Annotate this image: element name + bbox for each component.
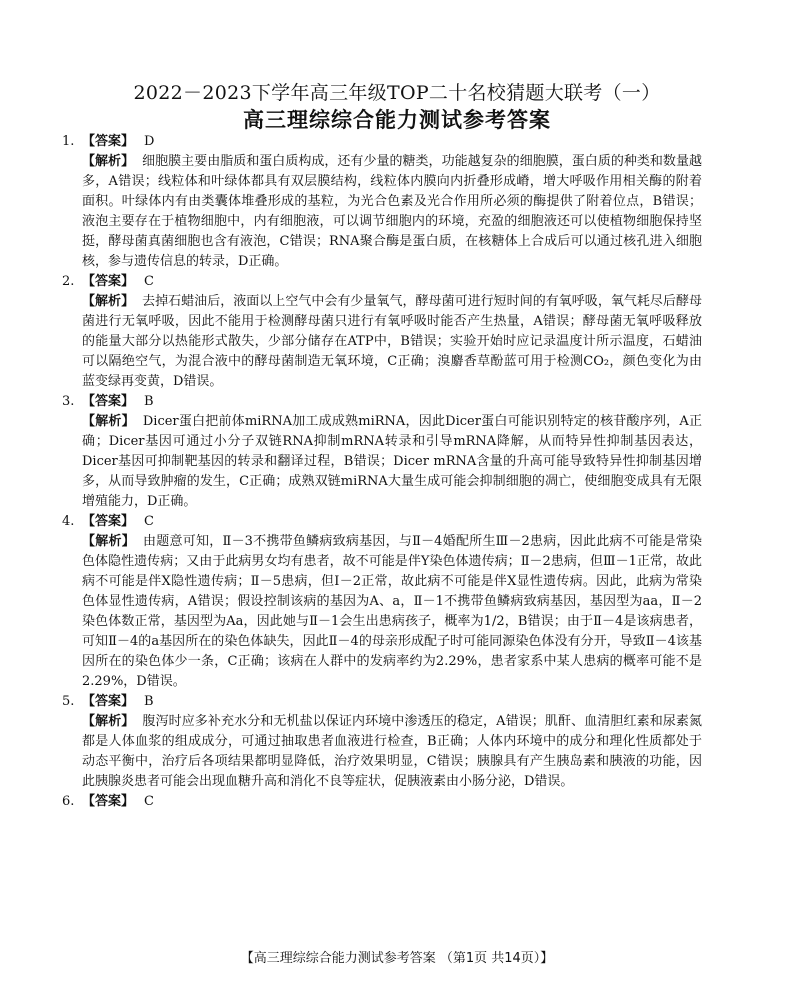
question-item-6 <box>62 792 702 812</box>
page-footer: 【高三理综综合能力测试参考答案 （第1页 共14页）】 <box>240 951 554 966</box>
answer-value: D <box>144 134 155 149</box>
analysis-tag: 【解析】 <box>82 294 135 309</box>
answer-value: C <box>144 274 154 289</box>
analysis-tag: 【解析】 <box>82 154 135 169</box>
question-item-1 <box>62 132 702 272</box>
question-item-2 <box>62 272 702 392</box>
question-number: 3. <box>62 394 75 409</box>
answer-tag: 【答案】 <box>82 694 135 709</box>
analysis-paragraph <box>62 292 702 392</box>
analysis-paragraph <box>62 152 702 272</box>
analysis-paragraph <box>62 712 702 792</box>
analysis-tag: 【解析】 <box>82 414 135 429</box>
analysis-tag: 【解析】 <box>82 714 135 729</box>
answer-tag: 【答案】 <box>82 394 135 409</box>
question-number: 5. <box>62 694 75 709</box>
answer-value: B <box>144 694 154 709</box>
answer-tag: 【答案】 <box>82 514 135 529</box>
analysis-paragraph <box>62 412 702 512</box>
answer-line <box>62 792 702 812</box>
answer-line <box>62 512 702 532</box>
question-item-4 <box>62 512 702 692</box>
analysis-tag: 【解析】 <box>82 534 135 549</box>
analysis-text: Dicer蛋白把前体miRNA加工成成熟miRNA，因此Dicer蛋白可能识别特定的核苷酸序列，A正确；Dicer基因可通过小分子双链RNA抑制mRNA转录和引导mRNA降解，从而特异性抑制基因表达，Dicer基因可抑制靶基因的转录和翻译过程，B错误；Dicer mRNA含量的升高可能导致特异性抑制基因增多，从而导致肿瘤的发生，C正确；成熟双链miRNA大量生成可能会抑制细胞的凋亡，使细胞变成具有无限增殖能力，D正确。 <box>82 414 702 509</box>
analysis-text: 细胞膜主要由脂质和蛋白质构成，还有少量的糖类，功能越复杂的细胞膜，蛋白质的种类和数量越多，A错误；线粒体和叶绿体都具有双层膜结构，线粒体内膜向内折叠形成嵴，增大呼吸作用相关酶的附着面积。叶绿体内有由类囊体堆叠形成的基粒，为光合色素及光合作用所必须的酶提供了附着位点，B错误；液泡主要存在于植物细胞中，内有细胞液，可以调节细胞内的环境，充盈的细胞液还可以使植物细胞保持坚挺，酵母菌真菌细胞也含有液泡，C错误；RNA聚合酶是蛋白质，在核糖体上合成后可以通过核孔进入细胞核，参与遗传信息的转录，D正确。 <box>82 154 702 269</box>
analysis-text: 去掉石蜡油后，液面以上空气中会有少量氧气，酵母菌可进行短时间的有氧呼吸，氧气耗尽后酵母菌进行无氧呼吸，因此不能用于检测酵母菌只进行有氧呼吸时能否产生热量，A错误；酵母菌无氧呼吸释放的能量大部分以热能形式散失，少部分储存在ATP中，B错误；实验开始时应记录温度计所示温度，石蜡油可以隔绝空气，为混合液中的酵母菌制造无氧环境，C正确；溴麝香草酚蓝可用于检测CO₂，颜色变化为由蓝变绿再变黄，D错误。 <box>82 294 702 389</box>
analysis-text: 腹泻时应多补充水分和无机盐以保证内环境中渗透压的稳定，A错误；肌酐、血清胆红素和尿素氮都是人体血浆的组成成分，可通过抽取患者血液进行检查，B正确；人体内环境中的成分和理化性质都处于动态平衡中，治疗后各项结果都明显降低，治疗效果明显，C错误；胰腺具有产生胰岛素和胰液的功能，因此胰腺炎患者可能会出现血糖升高和消化不良等症状，促胰液素由小肠分泌，D错误。 <box>82 714 702 789</box>
question-number: 2. <box>62 274 75 289</box>
answer-value: B <box>144 394 154 409</box>
answer-line <box>62 392 702 412</box>
analysis-text: 由题意可知，Ⅱ－3不携带鱼鳞病致病基因，与Ⅱ－4婚配所生Ⅲ－2患病，因此此病不可能是常染色体隐性遗传病；又由于此病男女均有患者，故不可能是伴Y染色体遗传病；Ⅱ－2患病，但Ⅲ－1正常，故此病不可能是伴X隐性遗传病；Ⅱ－5患病，但Ⅰ－2正常，故此病不可能是伴X显性遗传病。因此，此病为常染色体显性遗传病，A错误；假设控制该病的基因为A、a，Ⅱ－1不携带鱼鳞病致病基因，基因型为aa，Ⅱ－2染色体数正常，基因型为Aa，因此她与Ⅱ－1会生出患病孩子，概率为1/2，B错误；由于Ⅱ－4是该病患者，可知Ⅱ－4的a基因所在的染色体缺失，因此Ⅱ－4的母亲形成配子时可能同源染色体没有分开，导致Ⅱ－4该基因所在的染色体少一条，C正确；该病在人群中的发病率约为2.29%，患者家系中某人患病的概率可能不是2.29%，D错误。 <box>82 534 702 689</box>
exam-title: 2022－2023下学年高三年级TOP二十名校猜题大联考（一） <box>133 82 661 104</box>
question-number: 1. <box>62 134 75 149</box>
answer-line <box>62 132 702 152</box>
answer-value: C <box>144 794 154 809</box>
question-number: 4. <box>62 514 75 529</box>
answer-tag: 【答案】 <box>82 794 135 809</box>
answer-list <box>62 132 702 812</box>
answer-tag: 【答案】 <box>82 274 135 289</box>
answer-line <box>62 692 702 712</box>
answer-value: C <box>144 514 154 529</box>
answer-line <box>62 272 702 292</box>
answer-tag: 【答案】 <box>82 134 135 149</box>
document-title: 高三理综综合能力测试参考答案 <box>243 108 551 132</box>
question-number: 6. <box>62 794 75 809</box>
question-item-3 <box>62 392 702 512</box>
analysis-paragraph <box>62 532 702 692</box>
question-item-5 <box>62 692 702 792</box>
